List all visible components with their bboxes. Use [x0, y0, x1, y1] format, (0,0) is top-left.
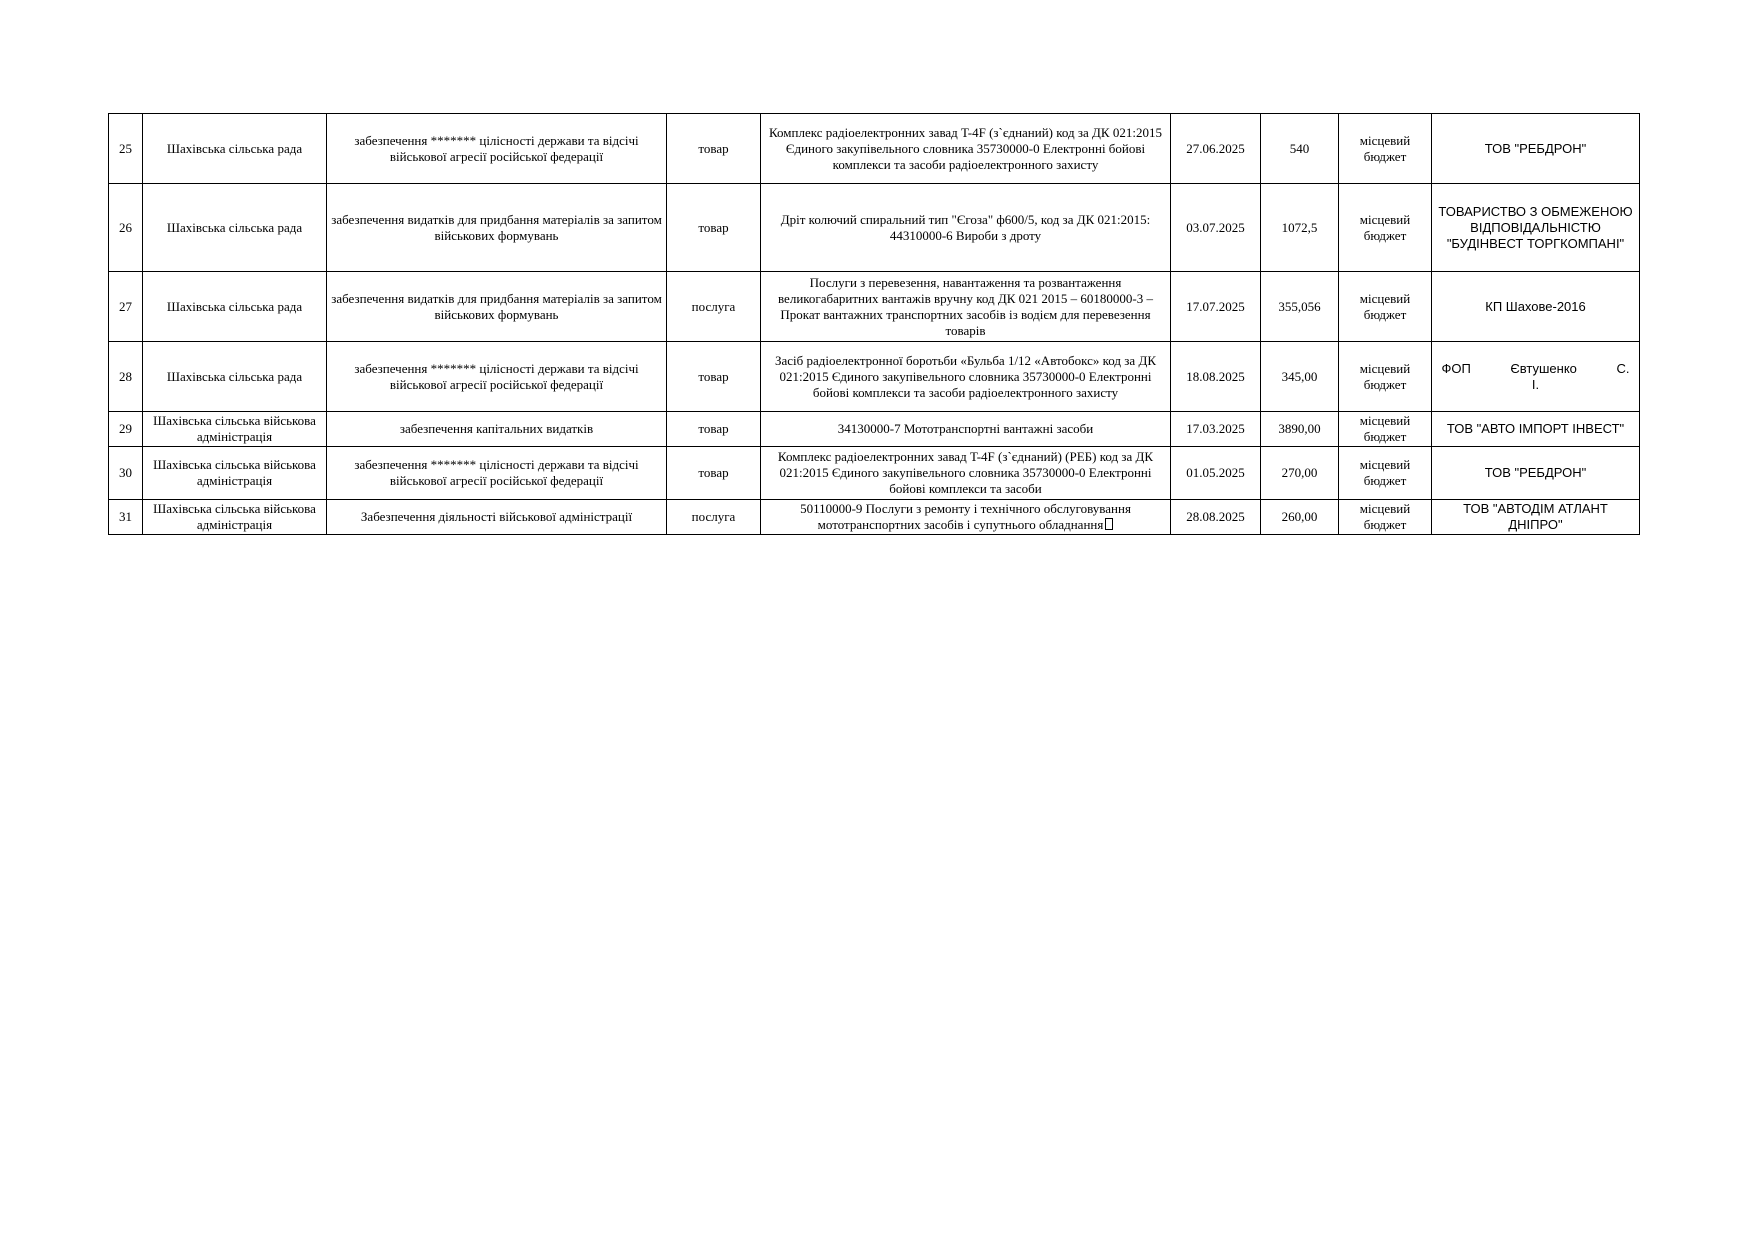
date-cell: 01.05.2025 [1171, 447, 1261, 500]
amount-cell: 1072,5 [1261, 184, 1339, 272]
supplier-cell: ТОВ "РЕБДРОН" [1432, 114, 1640, 184]
date-cell: 17.03.2025 [1171, 412, 1261, 447]
customer-cell: Шахівська сільська військова адміністрація [143, 500, 327, 535]
budget-cell: місцевий бюджет [1339, 342, 1432, 412]
subject-text: 50110000-9 Послуги з ремонту і технічного обслуговування мототранспортних засобів і супутнього обладнання [800, 501, 1131, 532]
supplier-cell: ТОВАРИСТВО З ОБМЕЖЕНОЮ ВІДПОВІДАЛЬНІСТЮ "БУДІНВЕСТ ТОРГКОМПАНІ" [1432, 184, 1640, 272]
row-number: 28 [109, 342, 143, 412]
budget-cell: місцевий бюджет [1339, 184, 1432, 272]
purpose-cell: забезпечення капітальних видатків [327, 412, 667, 447]
budget-cell: місцевий бюджет [1339, 114, 1432, 184]
date-cell: 17.07.2025 [1171, 272, 1261, 342]
customer-cell: Шахівська сільська рада [143, 184, 327, 272]
customer-cell: Шахівська сільська військова адміністрація [143, 412, 327, 447]
budget-cell: місцевий бюджет [1339, 447, 1432, 500]
supplier-cell: КП Шахове-2016 [1432, 272, 1640, 342]
date-cell: 18.08.2025 [1171, 342, 1261, 412]
budget-cell: місцевий бюджет [1339, 272, 1432, 342]
budget-cell: місцевий бюджет [1339, 500, 1432, 535]
type-cell: товар [667, 412, 761, 447]
subject-cell: Послуги з перевезення, навантаження та розвантаження великогабаритних вантажів вручну код ДК 021 2015 – 60180000-3 – Прокат вантажних транспортних засобів із водієм для перевезення товарів [761, 272, 1171, 342]
row-number: 25 [109, 114, 143, 184]
subject-cell [761, 500, 1171, 535]
subject-cell: Комплекс радіоелектронних завад T-4F (з`єднаний) код за ДК 021:2015 Єдиного закупівельного словника 35730000-0 Електронні бойові комплекси та засоби радіоелектронного захисту [761, 114, 1171, 184]
subject-cell: Комплекс радіоелектронних завад T-4F (з`єднаний) (РЕБ) код за ДК 021:2015 Єдиного закупівельного словника 35730000-0 Електронні бойові комплекси та засоби [761, 447, 1171, 500]
supplier-cell: ТОВ "АВТОДІМ АТЛАНТ ДНІПРО" [1432, 500, 1640, 535]
table-row [109, 412, 1640, 447]
amount-cell: 270,00 [1261, 447, 1339, 500]
budget-cell: місцевий бюджет [1339, 412, 1432, 447]
row-number: 29 [109, 412, 143, 447]
customer-cell: Шахівська сільська рада [143, 114, 327, 184]
purpose-cell: забезпечення видатків для придбання матеріалів за запитом військових формувань [327, 272, 667, 342]
supplier-cell: ТОВ "РЕБДРОН" [1432, 447, 1640, 500]
subject-cell: Дріт колючий спиральний тип "Єгоза" ф600/5, код за ДК 021:2015: 44310000-6 Вироби з дроту [761, 184, 1171, 272]
type-cell: товар [667, 184, 761, 272]
customer-cell: Шахівська сільська рада [143, 342, 327, 412]
amount-cell: 260,00 [1261, 500, 1339, 535]
purpose-cell: забезпечення ******* цілісності держави та відсічі військової агресії російської федерації [327, 342, 667, 412]
type-cell: послуга [667, 272, 761, 342]
table-row [109, 500, 1640, 535]
purpose-cell: забезпечення ******* цілісності держави та відсічі військової агресії російської федерації [327, 114, 667, 184]
table-row [109, 272, 1640, 342]
row-number: 26 [109, 184, 143, 272]
table-row [109, 114, 1640, 184]
customer-cell: Шахівська сільська рада [143, 272, 327, 342]
row-number: 30 [109, 447, 143, 500]
table-row [109, 342, 1640, 412]
purpose-cell: Забезпечення діяльності військової адміністрації [327, 500, 667, 535]
date-cell: 28.08.2025 [1171, 500, 1261, 535]
type-cell: послуга [667, 500, 761, 535]
date-cell: 03.07.2025 [1171, 184, 1261, 272]
row-number: 31 [109, 500, 143, 535]
subject-cell: Засіб радіоелектронної боротьби «Бульба 1/12 «Автобокс» код за ДК 021:2015 Єдиного закупівельного словника 35730000-0 Електронні бойові комплекси та засоби радіоелектронного захисту [761, 342, 1171, 412]
procurement-table [108, 113, 1640, 535]
purpose-cell: забезпечення видатків для придбання матеріалів за запитом військових формувань [327, 184, 667, 272]
supplier-cell: ФОП Євтушенко С. І. [1432, 342, 1640, 412]
customer-cell: Шахівська сільська військова адміністрація [143, 447, 327, 500]
table-row [109, 184, 1640, 272]
purpose-cell: забезпечення ******* цілісності держави та відсічі військової агресії російської федерації [327, 447, 667, 500]
type-cell: товар [667, 114, 761, 184]
amount-cell: 355,056 [1261, 272, 1339, 342]
missing-glyph-icon [1105, 518, 1113, 530]
amount-cell: 345,00 [1261, 342, 1339, 412]
date-cell: 27.06.2025 [1171, 114, 1261, 184]
row-number: 27 [109, 272, 143, 342]
supplier-cell: ТОВ "АВТО ІМПОРТ ІНВЕСТ" [1432, 412, 1640, 447]
subject-cell: 34130000-7 Мототранспортні вантажні засоби [761, 412, 1171, 447]
amount-cell: 3890,00 [1261, 412, 1339, 447]
amount-cell: 540 [1261, 114, 1339, 184]
type-cell: товар [667, 447, 761, 500]
table-row [109, 447, 1640, 500]
type-cell: товар [667, 342, 761, 412]
